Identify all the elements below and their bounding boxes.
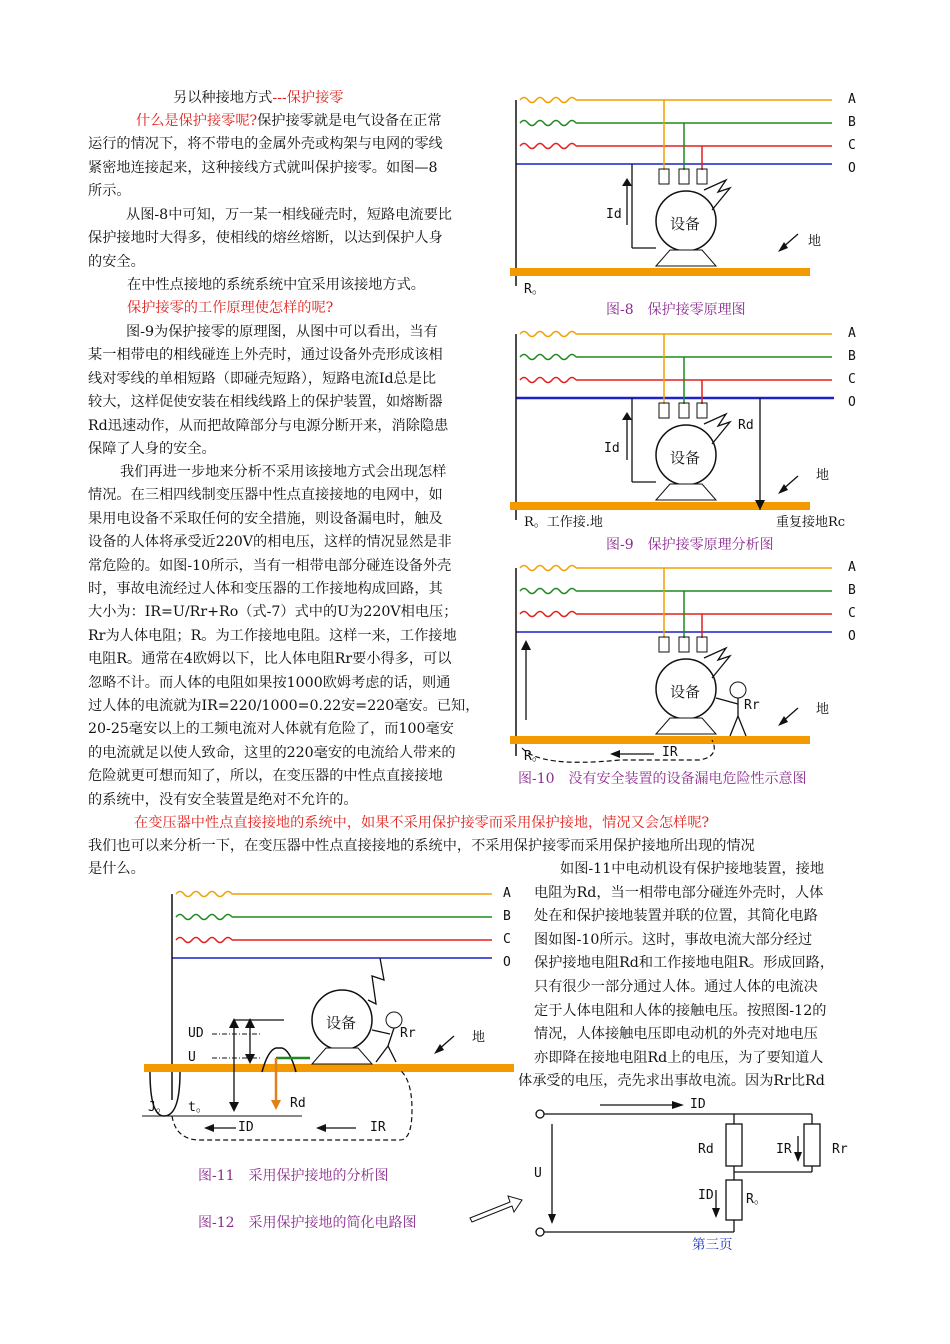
fig12-u: U [534, 1166, 542, 1181]
fig8-ground: 地 [808, 234, 822, 249]
fig9-rc: 重复接地Rc [776, 515, 846, 530]
fig11-phase-b: B [503, 909, 511, 924]
fig10-phase-c: C [848, 606, 856, 621]
fig11-phase-a: A [503, 886, 511, 901]
fig10-phase-b: B [848, 583, 856, 598]
fig10-caption: 图-10 没有安全装置的设备漏电危险性示意图 [518, 771, 807, 787]
fig8-r0: R。 [524, 282, 545, 297]
fig9-id: Id [604, 441, 620, 456]
fig10-r0: R。 [524, 749, 545, 764]
fig10-device: 设备 [670, 683, 701, 701]
fig12-rr: Rr [832, 1142, 848, 1157]
fig10-ground: 地 [816, 702, 830, 717]
fig11-id: ID [238, 1120, 254, 1135]
fig9-caption: 图-9 保护接零原理分析图 [606, 537, 774, 553]
fig11-rd: Rd [290, 1096, 306, 1111]
fig9-ground: 地 [816, 468, 830, 483]
fig12-r0: R。 [746, 1192, 767, 1207]
fig12-caption: 图-12 采用保护接地的简化电路图 [198, 1215, 417, 1231]
question-what-is: 什么是保护接零呢? [136, 113, 258, 129]
fig9-rd: Rd [738, 418, 754, 433]
fig8-phase-c: C [848, 138, 856, 153]
fig11-device: 设备 [326, 1014, 357, 1032]
paragraph-6: 我们也可以来分析一下，在变压器中性点直接接地的系统中，不采用保护接零而采用保护接地所出现的情况 是什么。 [88, 838, 755, 878]
paragraph-7: 如图-11中电动机设有保护接地装置，接地 电阻为Rd，当一相带电部分碰连外壳时，人体 处在和保护接地装置并联的位置，其简化电路 图如图-10所示。这时，事故电流大部分经过 保护接地电阻Rd和工作接地电阻R。形成回路， 只有很少一部分通过人体。通过人体的电流决 定于人体电阻和人体的接触电压。按照图-12的 情况，人体接触电压即电动机的外壳对地电压 亦即降在接地电阻Rd上的电压，为了要知道人 体承受的电压，壳先求出事故电流。因为Rr比Rd [518, 861, 835, 1090]
fig12-ir: IR [776, 1142, 792, 1157]
fig11-t: t。 [188, 1100, 209, 1115]
question-protective-grounding: 在变压器中性点直接接地的系统中，如果不采用保护接零而采用保护接地，情况又会怎样呢? [134, 815, 710, 831]
fig11-ir: IR [370, 1120, 386, 1135]
fig9-phase-b: B [848, 349, 856, 364]
fig8-phase-o: O [848, 161, 856, 176]
fig10-ir: IR [662, 745, 678, 760]
paragraph-5: 我们再进一步地来分析不采用该接地方式会出现怎样 情况。在三相四线制变压器中性点直接接地的电网中，如 果用电设备不采取任何的安全措施，则设备漏电时，触及 设备的人体将承受近220V的相电压，这样的情况显然是非 常危险的。如图-10所示，当有一相带电部分碰连设备外壳 时，事故电流经过人体和变压器的工作接地构成回路，其 大小为：IR=U/Rr+Ro（式-7）式中的U为220V相电压； Rr为人体电阻；R。为工作接地电阻。这样一来，工作接地 电阻R。通常在4欧姆以下，比人体电阻Rr要小得多，可以 忽略不计。而人体的电阻如果按1000欧姆考虑的话，则通 过人体的电流就为IR=220/1000=0.22安=220毫安。已知， 20-25毫安以上的工频电流对人体就有危险了，而100毫安 的电流就足以使人致命，这里的220毫安的电流给人带来的 危险就更可想而知了，所以，在变压器的中性点直接接地 的系统中，没有安全装置是绝对不允许的。 [88, 464, 480, 808]
fig10-rr: Rr [744, 698, 760, 713]
fig11-ud: UD [188, 1026, 204, 1041]
fig9-device: 设备 [670, 449, 701, 467]
fig12-rd: Rd [698, 1142, 714, 1157]
paragraph-2: 从图-8中可知，万一某一相线碰壳时，短路电流要比 保护接地时大得多，使相线的熔丝熔断，以达到保护人身 的安全。 [88, 207, 452, 270]
fig11-rr: Rr [400, 1026, 416, 1041]
fig8-phase-b: B [848, 115, 856, 130]
fig8-id: Id [606, 207, 622, 222]
paragraph-3: 在中性点接地的系统系统中宜采用该接地方式。 [127, 277, 425, 293]
fig10-phase-o: O [848, 629, 856, 644]
fig9-phase-c: C [848, 372, 856, 387]
fig10-phase-a: A [848, 560, 856, 575]
fig9-phase-o: O [848, 395, 856, 410]
fig11-phase-c: C [503, 932, 511, 947]
paragraph-4: 图-9为保护接零的原理图，从图中可以看出，当有 某一相带电的相线碰连上外壳时，通过设备外壳形成该相 线对零线的单相短路（即碰壳短路），短路电流Id总是比 较大，这样促使安装在相线线路上的保护装置，如熔断器 Rd迅速动作，从而把故障部分与电源分断开来，消除隐患 保障了人身的安全。 [88, 324, 449, 458]
paragraph-1: 什么是保护接零呢?保护接零就是电气设备在正常 运行的情况下，将不带电的金属外壳或构架与电网的零线 紧密地连接起来，这种接线方式就叫保护接零。如图—8 所示。 [88, 113, 443, 200]
section-title: 另以种接地方式---保护接零 [173, 90, 344, 106]
fig12-id: ID [698, 1188, 714, 1203]
fig11-u: U [188, 1050, 196, 1065]
fig8-phase-a: A [848, 92, 856, 107]
question-principle: 保护接零的工作原理使怎样的呢? [127, 300, 334, 316]
fig9-r0: R。工作接.地 [524, 515, 603, 530]
page-number: 第三页 [692, 1237, 733, 1253]
fig8-device: 设备 [670, 215, 701, 233]
fig8-caption: 图-8 保护接零原理图 [606, 302, 746, 318]
fig11-ground: 地 [472, 1030, 486, 1045]
fig9-phase-a: A [848, 326, 856, 341]
fig11-phase-o: O [503, 955, 511, 970]
fig11-j: J。 [148, 1100, 169, 1115]
fig11-caption: 图-11 采用保护接地的分析图 [198, 1168, 389, 1184]
fig12-id-top: ID [690, 1097, 706, 1112]
